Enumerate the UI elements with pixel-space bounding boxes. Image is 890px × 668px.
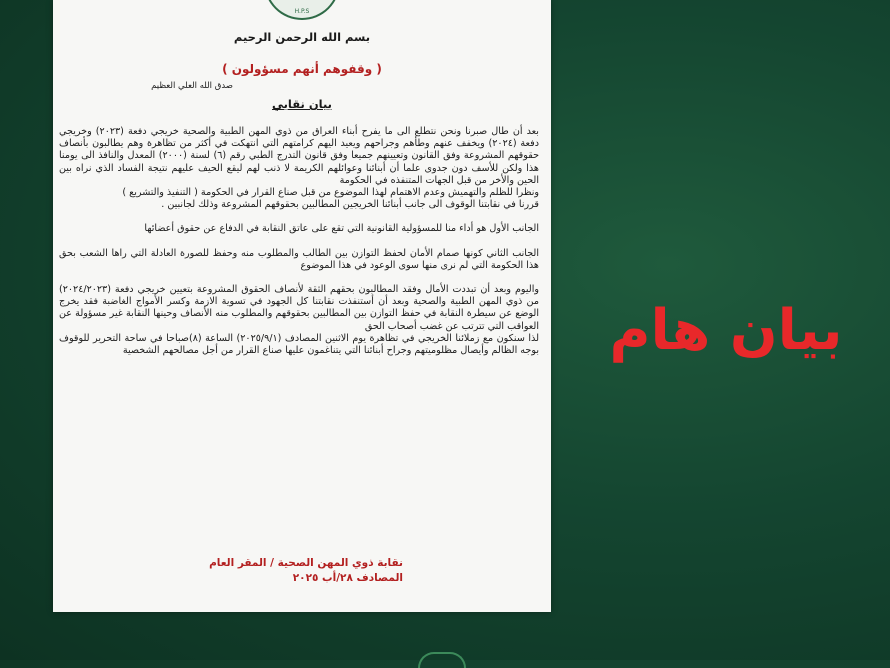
important-statement-title: بيان هام — [609, 298, 843, 363]
paragraph-today: واليوم وبعد أن تبددت الأمال وفقد المطالبون بحقهم الثقة لأنصاف الحقوق المشروعة بتعيين خريجي دفعة (٢٠٢٤/٢٠٢٣) من ذوي المهن الطبية والصحية وبعد أن أستنفذت نقابتنا كل الجهود في تسوية الازمة وكسر الأمواج الغاضبة فقد يخرج الوضع عن سيطرة النقابة في حفظ التوازن بين المطالبين بحقوقهم والمطلوب منه الأنصاف وحينها النقابة غير مسؤولة عن العواقب التي تترتب عن غضب أصحاب الحق — [59, 284, 539, 332]
seal-text: H.P.S — [294, 8, 310, 15]
signature-union: نقابة ذوي المهن الصحية / المقر العام — [209, 557, 403, 569]
basmala: بسم الله الرحمن الرحيم — [233, 30, 371, 44]
paragraph-intro: بعد أن طال صبرنا ونحن نتطلع الى ما يفرح أبناء العراق من ذوي المهن الطبية والصحية خريجي دفعة (٢٠٢٣) وخريجي دفعة (٢٠٢٤) ويخفف عنهم وطأهم وجراحهم ويعيد اليهم كرامتهم التي انتهكت في أكثر من تظاهرة وهم يطالبون بأنصاف حقوقهم المشروعة وفق القانون وتعيينهم جميعا وفق قانون التدرج الطبي رقم (٦) لسنة (٢٠٠٠) المعدل والنافذ الى يومنا هذا ولكن للأسف دون جدوى علما أن أبنائنا وعوائلهم الكريمة لا ذنب لهم ليقع الحيف عليهم نتيجة الفساد الذي نراه بين الحين والأخر من قبل الجهات المتنفذه في الحكومة — [59, 126, 540, 186]
sadaq-line: صدق الله العلي العظيم — [151, 81, 233, 91]
paragraph-second-aspect: الجانب الثاني كونها صمام الأمان لحفظ التوازن بين الطالب والمطلوب منه وحفظ للصورة العادلة التي راها الشعب بحق هذا الحكومة التي لم نرى منها سوى الوعود في هذا الموضوع — [59, 247, 539, 271]
paragraph-first-aspect: الجانب الأول هو أداء منا للمسؤولية القانونية التي تقع على عاتق النقابة في الدفاع عن حقوق أعضائها — [144, 223, 539, 235]
quote-line: ( وقفوهم أنهم مسؤولون ) — [222, 62, 382, 76]
paragraph-protest: لذا سنكون مع زملائنا الخريجي في تظاهرة يوم الاثنين المصادف (٢٠٢٥/٩/١) الساعة (٨)صباحا في ساحة التحرير للوقوف بوجه الظالم وأيصال مظلوميتهم وجراح أبنائنا التي يتناغمون عليها صناع القرار من أجل مصالحهم الشخصية — [59, 332, 539, 357]
document-body — [59, 126, 539, 357]
signature-date: المصادف ٢٨/أب ٢٠٢٥ — [292, 572, 403, 584]
union-seal-logo — [264, 0, 340, 20]
bottom-logo-icon — [418, 652, 466, 668]
document-heading: بيان نقابي — [271, 97, 332, 111]
paragraph-decision: قررنا في نقابتنا الوقوف الى جانب أبنائنا الخريجين المطالبين بحقوقهم المشروعة وذلك لجانبين . — [161, 199, 539, 211]
signature-block — [209, 556, 403, 586]
statement-document — [53, 0, 551, 612]
paragraph-neglect: ونظرا للظلم والتهميش وعدم الاهتمام لهذا الموضوع من قبل صناع القرار في الحكومة ( التنفيذ والتشريع ) — [122, 187, 539, 199]
